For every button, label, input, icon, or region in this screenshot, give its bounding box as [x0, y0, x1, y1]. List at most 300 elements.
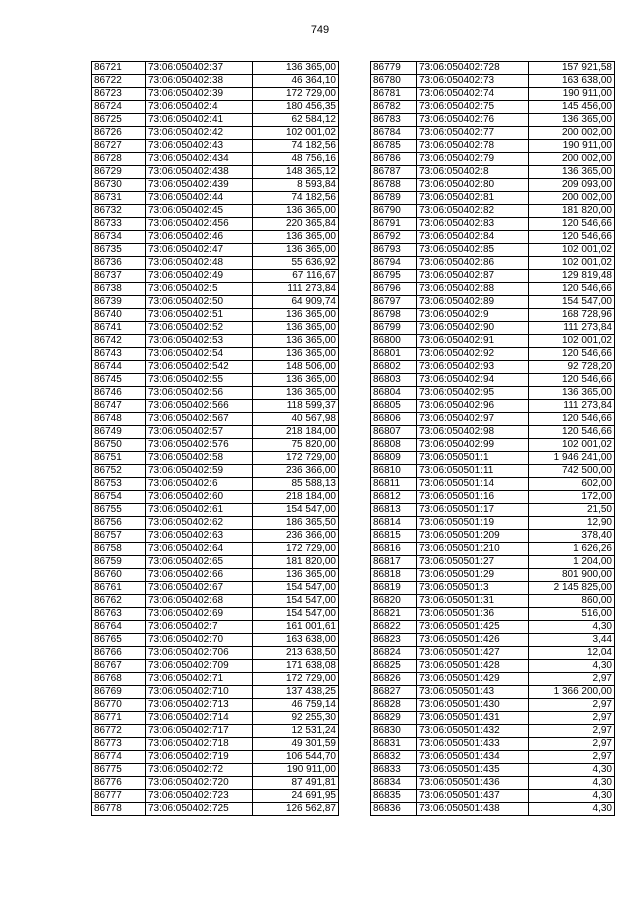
- table-row: [92, 166, 339, 179]
- value-cell: 236 366,00: [253, 530, 339, 543]
- value-cell: 67 116,67: [253, 270, 339, 283]
- row-number: 86731: [92, 192, 146, 205]
- row-number: 86805: [371, 400, 417, 413]
- cadastral-number: 73:06:050402:45: [146, 205, 253, 218]
- value-cell: 120 546,66: [529, 374, 615, 387]
- row-number: 86723: [92, 88, 146, 101]
- cadastral-number: 73:06:050402:98: [417, 426, 529, 439]
- cadastral-number: 73:06:050402:456: [146, 218, 253, 231]
- cadastral-number: 73:06:050402:89: [417, 296, 529, 309]
- table-row: [371, 400, 615, 413]
- table-row: [92, 582, 339, 595]
- cadastral-number: 73:06:050402:7: [146, 621, 253, 634]
- row-number: 86782: [371, 101, 417, 114]
- cadastral-number: 73:06:050402:83: [417, 218, 529, 231]
- cadastral-number: 73:06:050402:57: [146, 426, 253, 439]
- row-number: 86740: [92, 309, 146, 322]
- table-row: [371, 595, 615, 608]
- cadastral-number: 73:06:050402:61: [146, 504, 253, 517]
- value-cell: 1 946 241,00: [529, 452, 615, 465]
- cadastral-number: 73:06:050402:44: [146, 192, 253, 205]
- row-number: 86762: [92, 595, 146, 608]
- table-row: [371, 413, 615, 426]
- cadastral-number: 73:06:050501:430: [417, 699, 529, 712]
- table-row: [371, 205, 615, 218]
- cadastral-number: 73:06:050501:431: [417, 712, 529, 725]
- row-number: 86749: [92, 426, 146, 439]
- cadastral-number: 73:06:050402:87: [417, 270, 529, 283]
- cadastral-number: 73:06:050501:432: [417, 725, 529, 738]
- value-cell: 163 638,00: [529, 75, 615, 88]
- table-row: [92, 803, 339, 816]
- value-cell: 172 729,00: [253, 88, 339, 101]
- table-row: [92, 621, 339, 634]
- table-row: [92, 348, 339, 361]
- row-number: 86784: [371, 127, 417, 140]
- value-cell: 12,04: [529, 647, 615, 660]
- value-cell: 49 301,59: [253, 738, 339, 751]
- cadastral-number: 73:06:050501:36: [417, 608, 529, 621]
- row-number: 86725: [92, 114, 146, 127]
- table-row: [92, 595, 339, 608]
- table-row: [371, 335, 615, 348]
- cadastral-number: 73:06:050402:434: [146, 153, 253, 166]
- table-row: [371, 387, 615, 400]
- table-row: [371, 192, 615, 205]
- right-data-table: [370, 61, 615, 816]
- row-number: 86759: [92, 556, 146, 569]
- row-number: 86832: [371, 751, 417, 764]
- row-number: 86819: [371, 582, 417, 595]
- table-row: [92, 413, 339, 426]
- table-row: [371, 88, 615, 101]
- table-row: [92, 452, 339, 465]
- table-row: [92, 699, 339, 712]
- table-row: [92, 322, 339, 335]
- cadastral-number: 73:06:050402:53: [146, 335, 253, 348]
- row-number: 86746: [92, 387, 146, 400]
- cadastral-number: 73:06:050402:78: [417, 140, 529, 153]
- row-number: 86721: [92, 62, 146, 75]
- row-number: 86803: [371, 374, 417, 387]
- table-row: [92, 465, 339, 478]
- row-number: 86814: [371, 517, 417, 530]
- row-number: 86792: [371, 231, 417, 244]
- row-number: 86745: [92, 374, 146, 387]
- table-row: [371, 790, 615, 803]
- cadastral-number: 73:06:050402:439: [146, 179, 253, 192]
- value-cell: 145 456,00: [529, 101, 615, 114]
- value-cell: 129 819,48: [529, 270, 615, 283]
- cadastral-number: 73:06:050402:92: [417, 348, 529, 361]
- cadastral-number: 73:06:050402:71: [146, 673, 253, 686]
- cadastral-number: 73:06:050402:38: [146, 75, 253, 88]
- row-number: 86830: [371, 725, 417, 738]
- cadastral-number: 73:06:050402:65: [146, 556, 253, 569]
- value-cell: 55 636,92: [253, 257, 339, 270]
- table-row: [92, 738, 339, 751]
- value-cell: 92 728,20: [529, 361, 615, 374]
- value-cell: 172 729,00: [253, 673, 339, 686]
- cadastral-number: 73:06:050402:75: [417, 101, 529, 114]
- table-row: [371, 218, 615, 231]
- value-cell: 190 911,00: [529, 88, 615, 101]
- cadastral-number: 73:06:050402:59: [146, 465, 253, 478]
- table-row: [371, 127, 615, 140]
- table-row: [92, 764, 339, 777]
- cadastral-number: 73:06:050501:17: [417, 504, 529, 517]
- value-cell: 137 438,25: [253, 686, 339, 699]
- row-number: 86724: [92, 101, 146, 114]
- cadastral-number: 73:06:050501:16: [417, 491, 529, 504]
- row-number: 86802: [371, 361, 417, 374]
- value-cell: 4,30: [529, 790, 615, 803]
- row-number: 86781: [371, 88, 417, 101]
- cadastral-number: 73:06:050402:709: [146, 660, 253, 673]
- value-cell: 200 002,00: [529, 153, 615, 166]
- cadastral-number: 73:06:050501:27: [417, 556, 529, 569]
- left-data-table: [91, 61, 339, 816]
- value-cell: 64 909,74: [253, 296, 339, 309]
- cadastral-number: 73:06:050402:70: [146, 634, 253, 647]
- cadastral-number: 73:06:050402:43: [146, 140, 253, 153]
- table-row: [371, 608, 615, 621]
- cadastral-number: 73:06:050402:88: [417, 283, 529, 296]
- row-number: 86796: [371, 283, 417, 296]
- row-number: 86817: [371, 556, 417, 569]
- table-row: [92, 309, 339, 322]
- value-cell: 40 567,98: [253, 413, 339, 426]
- value-cell: 106 544,70: [253, 751, 339, 764]
- cadastral-number: 73:06:050402:55: [146, 374, 253, 387]
- cadastral-number: 73:06:050402:86: [417, 257, 529, 270]
- table-row: [371, 374, 615, 387]
- table-row: [92, 127, 339, 140]
- value-cell: 120 546,66: [529, 283, 615, 296]
- row-number: 86790: [371, 205, 417, 218]
- cadastral-number: 73:06:050402:76: [417, 114, 529, 127]
- cadastral-number: 73:06:050402:720: [146, 777, 253, 790]
- table-row: [371, 491, 615, 504]
- value-cell: 136 365,00: [253, 231, 339, 244]
- value-cell: 136 365,00: [253, 569, 339, 582]
- cadastral-number: 73:06:050501:29: [417, 569, 529, 582]
- cadastral-number: 73:06:050402:51: [146, 309, 253, 322]
- table-row: [371, 283, 615, 296]
- page-number: 749: [310, 24, 330, 36]
- value-cell: 111 273,84: [529, 322, 615, 335]
- cadastral-number: 73:06:050402:73: [417, 75, 529, 88]
- cadastral-number: 73:06:050501:3: [417, 582, 529, 595]
- row-number: 86787: [371, 166, 417, 179]
- value-cell: 120 546,66: [529, 426, 615, 439]
- row-number: 86828: [371, 699, 417, 712]
- table-row: [92, 75, 339, 88]
- row-number: 86813: [371, 504, 417, 517]
- row-number: 86777: [92, 790, 146, 803]
- cadastral-number: 73:06:050501:210: [417, 543, 529, 556]
- table-row: [92, 673, 339, 686]
- value-cell: 136 365,00: [253, 62, 339, 75]
- table-row: [92, 777, 339, 790]
- table-row: [92, 725, 339, 738]
- row-number: 86779: [371, 62, 417, 75]
- value-cell: 516,00: [529, 608, 615, 621]
- value-cell: 102 001,02: [529, 335, 615, 348]
- row-number: 86726: [92, 127, 146, 140]
- row-number: 86742: [92, 335, 146, 348]
- row-number: 86734: [92, 231, 146, 244]
- cadastral-number: 73:06:050402:69: [146, 608, 253, 621]
- value-cell: 163 638,00: [253, 634, 339, 647]
- row-number: 86767: [92, 660, 146, 673]
- row-number: 86748: [92, 413, 146, 426]
- value-cell: 87 491,81: [253, 777, 339, 790]
- row-number: 86812: [371, 491, 417, 504]
- row-number: 86810: [371, 465, 417, 478]
- cadastral-number: 73:06:050402:542: [146, 361, 253, 374]
- value-cell: 190 911,00: [253, 764, 339, 777]
- table-row: [92, 517, 339, 530]
- table-row: [371, 777, 615, 790]
- cadastral-number: 73:06:050501:43: [417, 686, 529, 699]
- row-number: 86823: [371, 634, 417, 647]
- row-number: 86758: [92, 543, 146, 556]
- cadastral-number: 73:06:050501:429: [417, 673, 529, 686]
- row-number: 86821: [371, 608, 417, 621]
- table-row: [92, 426, 339, 439]
- table-row: [371, 257, 615, 270]
- row-number: 86833: [371, 764, 417, 777]
- table-row: [371, 634, 615, 647]
- row-number: 86750: [92, 439, 146, 452]
- cadastral-number: 73:06:050402:62: [146, 517, 253, 530]
- value-cell: 8 593,84: [253, 179, 339, 192]
- value-cell: 2,97: [529, 725, 615, 738]
- table-row: [371, 140, 615, 153]
- value-cell: 111 273,84: [253, 283, 339, 296]
- row-number: 86763: [92, 608, 146, 621]
- row-number: 86789: [371, 192, 417, 205]
- cadastral-number: 73:06:050402:52: [146, 322, 253, 335]
- cadastral-number: 73:06:050402:66: [146, 569, 253, 582]
- row-number: 86753: [92, 478, 146, 491]
- table-row: [371, 569, 615, 582]
- table-row: [371, 322, 615, 335]
- cadastral-number: 73:06:050402:85: [417, 244, 529, 257]
- value-cell: 172 729,00: [253, 543, 339, 556]
- table-row: [92, 504, 339, 517]
- cadastral-number: 73:06:050402:48: [146, 257, 253, 270]
- table-row: [371, 179, 615, 192]
- row-number: 86744: [92, 361, 146, 374]
- table-row: [92, 140, 339, 153]
- row-number: 86738: [92, 283, 146, 296]
- cadastral-number: 73:06:050402:566: [146, 400, 253, 413]
- table-row: [92, 439, 339, 452]
- table-row: [371, 478, 615, 491]
- value-cell: 4,30: [529, 660, 615, 673]
- value-cell: 186 365,50: [253, 517, 339, 530]
- cadastral-number: 73:06:050402:91: [417, 335, 529, 348]
- table-row: [92, 543, 339, 556]
- cadastral-number: 73:06:050402:97: [417, 413, 529, 426]
- table-row: [371, 712, 615, 725]
- cadastral-number: 73:06:050501:433: [417, 738, 529, 751]
- value-cell: 2,97: [529, 712, 615, 725]
- table-row: [92, 231, 339, 244]
- row-number: 86733: [92, 218, 146, 231]
- row-number: 86764: [92, 621, 146, 634]
- table-row: [371, 465, 615, 478]
- cadastral-number: 73:06:050402:63: [146, 530, 253, 543]
- row-number: 86776: [92, 777, 146, 790]
- row-number: 86774: [92, 751, 146, 764]
- row-number: 86770: [92, 699, 146, 712]
- value-cell: 209 093,00: [529, 179, 615, 192]
- table-row: [371, 231, 615, 244]
- row-number: 86747: [92, 400, 146, 413]
- table-row: [92, 400, 339, 413]
- cadastral-number: 73:06:050402:5: [146, 283, 253, 296]
- table-row: [371, 309, 615, 322]
- cadastral-number: 73:06:050402:67: [146, 582, 253, 595]
- cadastral-number: 73:06:050402:54: [146, 348, 253, 361]
- row-number: 86806: [371, 413, 417, 426]
- value-cell: 190 911,00: [529, 140, 615, 153]
- value-cell: 136 365,00: [529, 387, 615, 400]
- row-number: 86722: [92, 75, 146, 88]
- cadastral-number: 73:06:050402:84: [417, 231, 529, 244]
- cadastral-number: 73:06:050402:725: [146, 803, 253, 816]
- cadastral-number: 73:06:050402:8: [417, 166, 529, 179]
- cadastral-number: 73:06:050402:99: [417, 439, 529, 452]
- table-row: [371, 439, 615, 452]
- row-number: 86729: [92, 166, 146, 179]
- value-cell: 148 365,12: [253, 166, 339, 179]
- row-number: 86769: [92, 686, 146, 699]
- row-number: 86775: [92, 764, 146, 777]
- cadastral-number: 73:06:050501:436: [417, 777, 529, 790]
- value-cell: 136 365,00: [253, 205, 339, 218]
- table-row: [92, 153, 339, 166]
- value-cell: 136 365,00: [253, 309, 339, 322]
- value-cell: 12,90: [529, 517, 615, 530]
- table-row: [371, 725, 615, 738]
- table-row: [92, 296, 339, 309]
- table-row: [371, 556, 615, 569]
- table-row: [371, 348, 615, 361]
- row-number: 86816: [371, 543, 417, 556]
- value-cell: 92 255,30: [253, 712, 339, 725]
- value-cell: 181 820,00: [253, 556, 339, 569]
- table-row: [371, 62, 615, 75]
- row-number: 86728: [92, 153, 146, 166]
- value-cell: 161 001,61: [253, 621, 339, 634]
- cadastral-number: 73:06:050402:713: [146, 699, 253, 712]
- value-cell: 118 599,37: [253, 400, 339, 413]
- cadastral-number: 73:06:050402:96: [417, 400, 529, 413]
- table-row: [371, 647, 615, 660]
- cadastral-number: 73:06:050402:41: [146, 114, 253, 127]
- row-number: 86772: [92, 725, 146, 738]
- value-cell: 102 001,02: [529, 257, 615, 270]
- value-cell: 136 365,00: [253, 244, 339, 257]
- value-cell: 2,97: [529, 738, 615, 751]
- table-row: [92, 686, 339, 699]
- row-number: 86835: [371, 790, 417, 803]
- cadastral-number: 73:06:050402:56: [146, 387, 253, 400]
- row-number: 86804: [371, 387, 417, 400]
- value-cell: 102 001,02: [253, 127, 339, 140]
- table-row: [92, 101, 339, 114]
- table-row: [371, 101, 615, 114]
- value-cell: 801 900,00: [529, 569, 615, 582]
- table-row: [92, 270, 339, 283]
- value-cell: 120 546,66: [529, 218, 615, 231]
- row-number: 86771: [92, 712, 146, 725]
- table-row: [92, 387, 339, 400]
- row-number: 86800: [371, 335, 417, 348]
- cadastral-number: 73:06:050402:49: [146, 270, 253, 283]
- row-number: 86741: [92, 322, 146, 335]
- value-cell: 154 547,00: [253, 608, 339, 621]
- row-number: 86827: [371, 686, 417, 699]
- value-cell: 154 547,00: [529, 296, 615, 309]
- row-number: 86799: [371, 322, 417, 335]
- table-row: [92, 114, 339, 127]
- table-row: [371, 153, 615, 166]
- cadastral-number: 73:06:050402:706: [146, 647, 253, 660]
- value-cell: 120 546,66: [529, 413, 615, 426]
- value-cell: 220 365,84: [253, 218, 339, 231]
- cadastral-number: 73:06:050501:209: [417, 530, 529, 543]
- value-cell: 136 365,00: [529, 166, 615, 179]
- cadastral-number: 73:06:050402:50: [146, 296, 253, 309]
- row-number: 86811: [371, 478, 417, 491]
- table-row: [92, 335, 339, 348]
- row-number: 86794: [371, 257, 417, 270]
- cadastral-number: 73:06:050402:46: [146, 231, 253, 244]
- cadastral-number: 73:06:050402:94: [417, 374, 529, 387]
- cadastral-number: 73:06:050402:82: [417, 205, 529, 218]
- table-row: [371, 166, 615, 179]
- value-cell: 126 562,87: [253, 803, 339, 816]
- row-number: 86739: [92, 296, 146, 309]
- table-row: [371, 244, 615, 257]
- table-row: [371, 673, 615, 686]
- cadastral-number: 73:06:050402:714: [146, 712, 253, 725]
- value-cell: 4,30: [529, 621, 615, 634]
- row-number: 86822: [371, 621, 417, 634]
- cadastral-number: 73:06:050402:95: [417, 387, 529, 400]
- value-cell: 75 820,00: [253, 439, 339, 452]
- row-number: 86751: [92, 452, 146, 465]
- cadastral-number: 73:06:050501:426: [417, 634, 529, 647]
- value-cell: 120 546,66: [529, 231, 615, 244]
- row-number: 86743: [92, 348, 146, 361]
- row-number: 86829: [371, 712, 417, 725]
- value-cell: 157 921,58: [529, 62, 615, 75]
- cadastral-number: 73:06:050402:79: [417, 153, 529, 166]
- row-number: 86825: [371, 660, 417, 673]
- table-row: [371, 751, 615, 764]
- cadastral-number: 73:06:050402:723: [146, 790, 253, 803]
- value-cell: 2 145 825,00: [529, 582, 615, 595]
- table-row: [371, 803, 615, 816]
- cadastral-number: 73:06:050501:19: [417, 517, 529, 530]
- table-row: [92, 192, 339, 205]
